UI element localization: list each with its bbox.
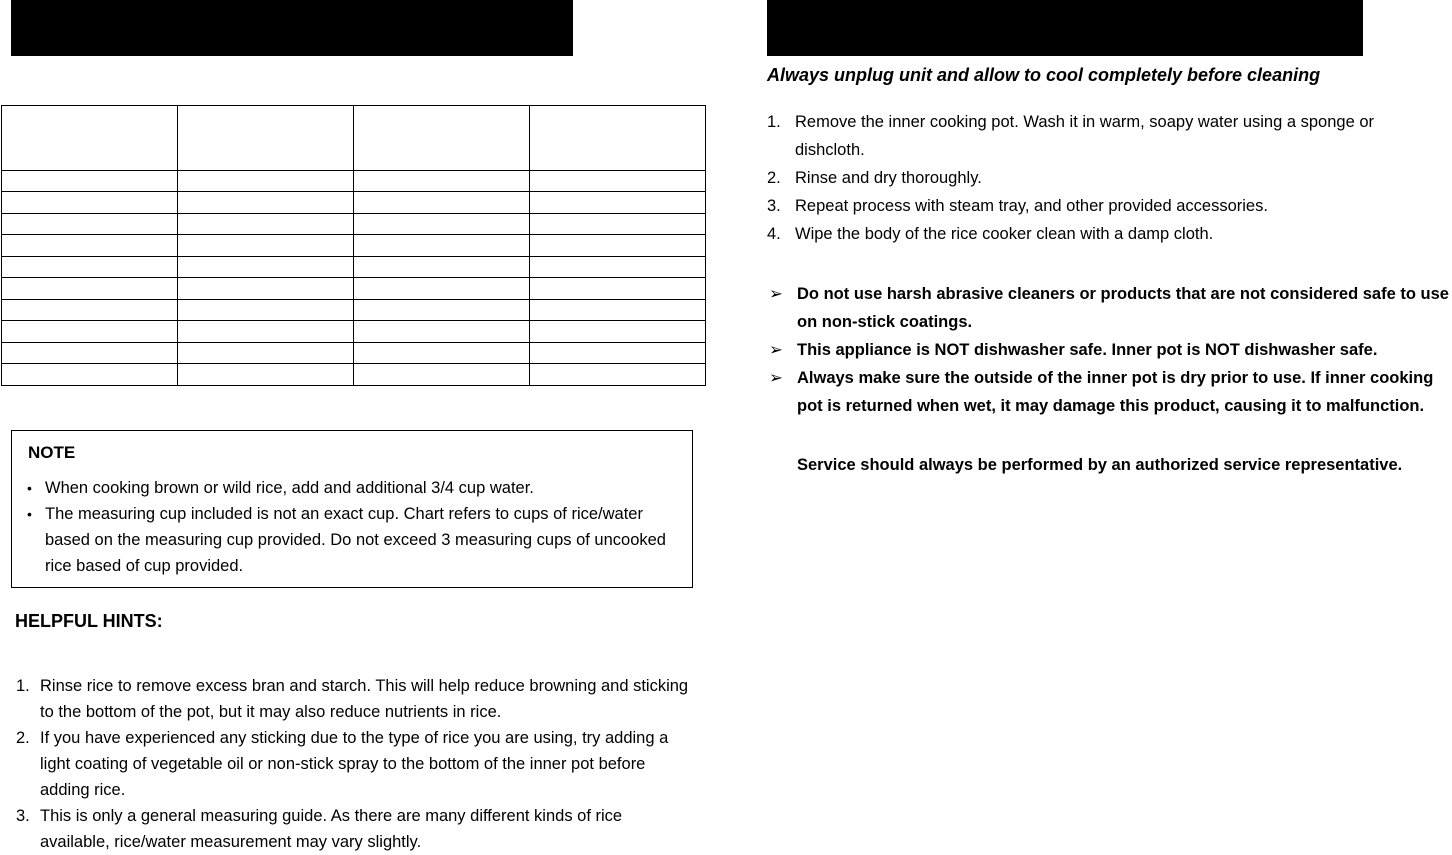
hint-number: 2. [16,729,30,747]
caution-text: This appliance is NOT dishwasher safe. Inner pot is NOT dishwasher safe. [797,341,1378,359]
helpful-hints-title: HELPFUL HINTS: [15,611,163,631]
table-cell [354,192,530,214]
table-cell [2,170,178,192]
bullet-icon: • [27,506,32,522]
table-cell [354,106,530,171]
note-item-text: When cooking brown or wild rice, add and additional 3/4 cup water. [45,479,534,497]
step-number: 3. [767,197,781,215]
table-cell [530,213,706,235]
note-box [11,430,693,588]
table-cell [178,192,354,214]
table-cell [354,278,530,300]
table-cell [2,278,178,300]
table-cell [530,256,706,278]
table-cell [354,256,530,278]
left-header-bar [11,0,573,56]
hint-number: 3. [16,807,30,825]
table-cell [2,364,178,386]
table-cell [178,235,354,257]
arrow-bullet-icon: ➢ [769,285,783,303]
table-cell [530,170,706,192]
table-cell [354,170,530,192]
right-header-bar [767,0,1363,56]
table-row [2,192,706,214]
bullet-icon: • [27,480,32,496]
arrow-bullet-icon: ➢ [769,369,783,387]
table-cell [530,235,706,257]
hint-number: 1. [16,677,30,695]
rice-water-chart-table [1,105,706,386]
step-number: 1. [767,113,781,131]
hint-text: This is only a general measuring guide. As there are many different kinds of rice available, rice/water measurement may vary slightly. [40,807,623,851]
table-row [2,299,706,321]
table-row [2,213,706,235]
table-cell [178,321,354,343]
table-cell [2,321,178,343]
table-cell [178,106,354,171]
table-row [2,235,706,257]
table-cell [530,106,706,171]
step-text: Repeat process with steam tray, and other provided accessories. [795,197,1268,215]
table-row [2,342,706,364]
note-item-text: The measuring cup included is not an exact cup. Chart refers to cups of rice/water based on the measuring cup provided. Do not exceed 3 measuring cups of uncooked rice based of cup provided. [45,505,666,575]
table-cell [354,342,530,364]
table-cell [2,299,178,321]
table-cell [530,321,706,343]
arrow-bullet-icon: ➢ [769,341,783,359]
table-cell [2,192,178,214]
table-cell [178,342,354,364]
table-cell [178,213,354,235]
table-cell [2,342,178,364]
table-cell [2,213,178,235]
table-cell [354,364,530,386]
table-cell [178,299,354,321]
caution-text: Always make sure the outside of the inner pot is dry prior to use. If inner cooking pot is returned when wet, it may damage this product, causing it to malfunction. [797,369,1434,415]
table-cell [530,192,706,214]
table-cell [178,170,354,192]
step-text: Wipe the body of the rice cooker clean with a damp cloth. [795,225,1214,243]
table-row [2,278,706,300]
table-row [2,321,706,343]
table-row [2,256,706,278]
table-header-row [2,106,706,171]
hint-text: If you have experienced any sticking due to the type of rice you are using, try adding a light coating of vegetable oil or non-stick spray to the bottom of the inner pot before adding rice. [40,729,669,799]
step-text: Remove the inner cooking pot. Wash it in warm, soapy water using a sponge or dishcloth. [795,113,1375,159]
table-cell [2,256,178,278]
step-text: Rinse and dry thoroughly. [795,169,982,187]
hint-text: Rinse rice to remove excess bran and starch. This will help reduce browning and sticking to the bottom of the pot, but it may also reduce nutrients in rice. [40,677,689,721]
table-cell [354,213,530,235]
cleaning-warning: Always unplug unit and allow to cool completely before cleaning [767,65,1321,85]
table-cell [354,321,530,343]
table-cell [354,235,530,257]
table-cell [530,342,706,364]
table-cell [2,106,178,171]
note-title: NOTE [28,443,76,462]
table-cell [178,278,354,300]
table-cell [530,364,706,386]
table-cell [2,235,178,257]
step-number: 2. [767,169,781,187]
table-cell [530,278,706,300]
table-cell [354,299,530,321]
service-note: Service should always be performed by an authorized service representative. [797,456,1403,474]
step-number: 4. [767,225,781,243]
caution-text: Do not use harsh abrasive cleaners or products that are not considered safe to use on non-stick coatings. [797,285,1449,331]
table-row [2,170,706,192]
table-cell [530,299,706,321]
table-cell [178,364,354,386]
table-row [2,364,706,386]
table-cell [178,256,354,278]
